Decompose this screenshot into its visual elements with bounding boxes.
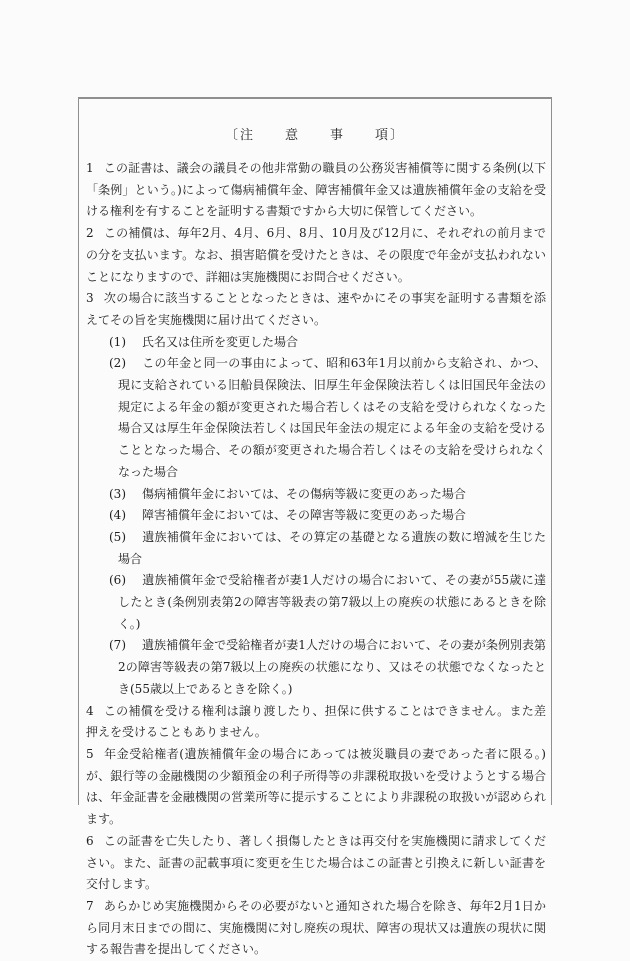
notice-box [78, 97, 552, 957]
item-number: 6 [86, 833, 94, 848]
subitem-number: (2) [109, 356, 126, 371]
item-text: この補償を受ける権利は譲り渡したり、担保に供することはできません。また差押えを受けることもありません。 [86, 703, 546, 740]
page-title: 〔注 意 事 項〕 [224, 128, 405, 143]
note-item-4 [86, 701, 546, 744]
subitem-text: 遺族補償年金においては、その算定の基礎となる遺族の数に増減を生じた場合 [118, 529, 546, 566]
subitem-number: (1) [109, 334, 126, 349]
subitem-text: 氏名又は住所を変更した場合 [142, 334, 299, 349]
note-subitem-3-1 [109, 332, 546, 354]
item-number: 1 [86, 161, 94, 175]
item-text: この補償は、毎年2月、4月、6月、8月、10月及び12月に、それぞれの前月までの分を支払います。なお、損害賠償を受けたときは、その限度で年金が支払われないことになりますので、詳細は実施機関にお問合せください。 [86, 226, 546, 284]
note-item-6 [86, 831, 546, 896]
item-text: 年金受給権者(遺族補償年金の場合にあっては被災職員の妻であった者に限る。)が、銀行等の金融機関の少額預金の利子所得等の非課税取扱いを受けようとする場合は、年金証書を金融機関の営業所等に提示することにより非課税の取扱いが認められます。 [86, 746, 546, 827]
item-text: この証書は、議会の議員その他非常勤の職員の公務災害補償等に関する条例(以下「条例」という。)によって傷病補償年金、障害補償年金又は遺族補償年金の支給を受ける権利を有することを証明する書類ですから大切に保管してください。 [86, 161, 546, 219]
item-number: 4 [86, 703, 94, 718]
note-subitem-3-3 [109, 484, 546, 506]
note-subitem-3-2 [109, 353, 546, 483]
item-number: 3 [86, 291, 94, 306]
item-number: 7 [86, 898, 94, 913]
subitem-text: 傷病補償年金においては、その傷病等級に変更のあった場合 [142, 486, 466, 501]
subitem-text: 遺族補償年金で受給権者が妻1人だけの場合において、その妻が55歳に達したとき(条例別表第2の障害等級表の第7級以上の廃疾の状態にあるときを除く。) [118, 573, 546, 631]
item-text: 次の場合に該当することとなったときは、速やかにその事実を証明する書類を添えてその旨を実施機関に届け出てください。 [86, 291, 546, 327]
subitem-text: この年金と同一の事由によって、昭和63年1月以前から支給され、かつ、現に支給されている旧船員保険法、旧厚生年金保険法若しくは旧国民年金法の規定による年金の額が変更された場合若しくはその支給を受けられなくなった場合又は厚生年金保険法若しくは国民年金法の規定による年金の支給を受けることとなった場合、その額が変更された場合若しくはその支給を受けられなくなった場合 [118, 356, 546, 479]
item-number: 2 [86, 226, 94, 241]
subitem-number: (6) [109, 573, 126, 588]
subitem-text: 遺族補償年金で受給権者が妻1人だけの場合において、その妻が条例別表第2の障害等級表の第7級以上の廃疾の状態になり、又はその状態でなくなったとき(55歳以上であるときを除く。) [118, 638, 546, 696]
note-item-1 [86, 158, 546, 223]
note-subitem-3-6 [109, 570, 546, 635]
subitem-number: (4) [109, 508, 126, 523]
note-item-3 [86, 288, 546, 331]
note-subitem-3-4 [109, 505, 546, 527]
note-item-5 [86, 744, 546, 831]
subitem-number: (7) [109, 638, 126, 653]
note-subitem-3-5 [109, 527, 546, 570]
note-item-2 [86, 223, 546, 288]
note-item-7 [86, 896, 546, 961]
subitem-number: (5) [109, 529, 126, 544]
item-text: あらかじめ実施機関からその必要がないと通知された場合を除き、毎年2月1日から同月末日までの間に、実施機関に対し廃疾の現状、障害の現状又は遺族の現状に関する報告書を提出してください。 [86, 898, 546, 957]
note-subitem-3-7 [109, 635, 546, 700]
notes-list [79, 158, 551, 961]
item-number: 5 [86, 746, 94, 761]
subitem-text: 障害補償年金においては、その障害等級に変更のあった場合 [142, 508, 466, 523]
item-text: この証書を亡失したり、著しく損傷したときは再交付を実施機関に請求してください。また、証書の記載事項に変更を生じた場合はこの証書と引換えに新しい証書を交付します。 [86, 833, 546, 892]
subitem-number: (3) [109, 486, 126, 501]
